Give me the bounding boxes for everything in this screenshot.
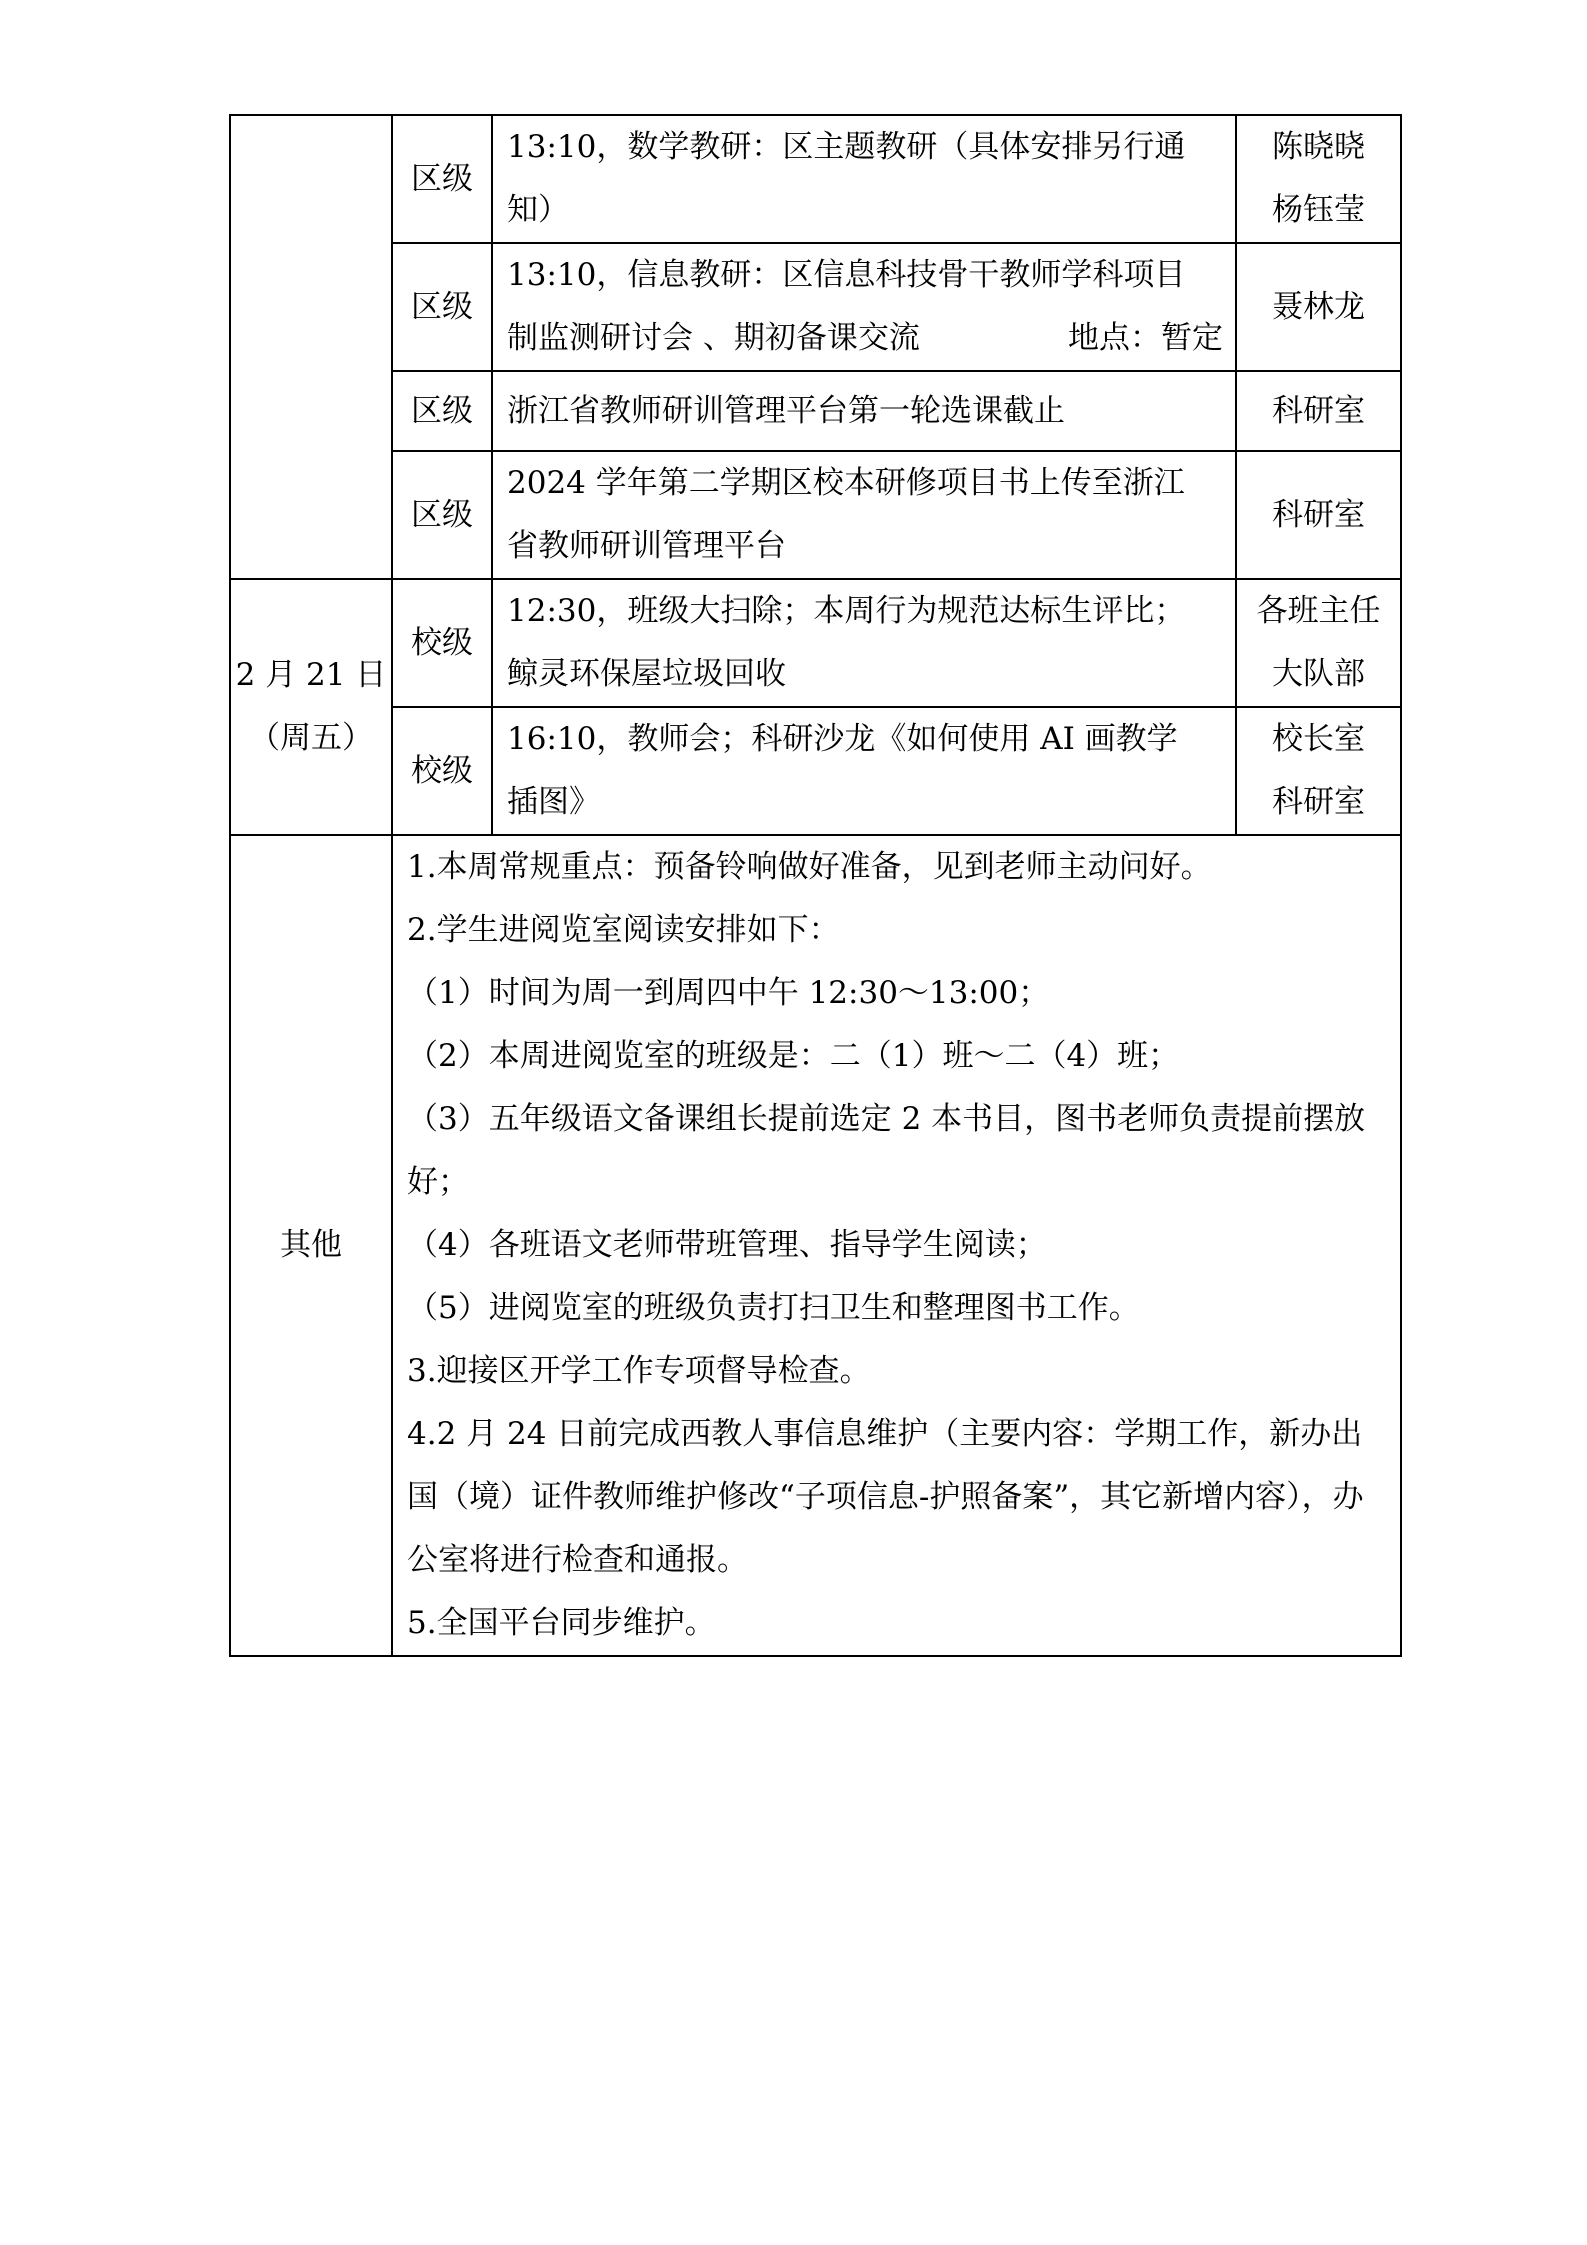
table-row — [230, 243, 1401, 371]
date-cell-previous — [230, 115, 392, 579]
location-text: 地点：暂定 — [1068, 320, 1223, 356]
date-cell — [230, 579, 392, 835]
content-line: 知） — [507, 192, 569, 228]
level-cell: 校级 — [392, 579, 492, 707]
table-row — [230, 579, 1401, 707]
weekday-text: （周五） — [249, 720, 373, 756]
other-line: 1.本周常规重点：预备铃响做好准备，见到老师主动问好。 — [407, 849, 1212, 885]
content-line: 鲸灵环保屋垃圾回收 — [507, 656, 786, 692]
content-cell — [492, 579, 1236, 707]
content-cell — [492, 243, 1236, 371]
other-line: （3）五年级语文备课组长提前选定 2 本书目，图书老师负责提前摆放好； — [407, 1101, 1366, 1200]
content-line: 13:10，信息教研：区信息科技骨干教师学科项目 — [507, 257, 1186, 293]
person-cell — [1236, 115, 1401, 243]
content-line: 16:10，教师会；科研沙龙《如何使用 AI 画教学 — [507, 721, 1178, 757]
person-name: 各班主任 — [1256, 593, 1381, 629]
person-name: 聂林龙 — [1272, 288, 1365, 325]
person-name: 杨钰莹 — [1272, 192, 1365, 228]
other-line: （5）进阅览室的班级负责打扫卫生和整理图书工作。 — [407, 1290, 1140, 1326]
other-line: 3.迎接区开学工作专项督导检查。 — [407, 1353, 871, 1389]
table-row-other — [230, 835, 1401, 1656]
person-cell — [1236, 451, 1401, 579]
level-cell: 区级 — [392, 371, 492, 451]
other-line: 5.全国平台同步维护。 — [407, 1605, 716, 1641]
person-name: 陈晓晓 — [1272, 129, 1365, 165]
table-row — [230, 707, 1401, 835]
person-name: 科研室 — [1272, 496, 1365, 533]
table-row — [230, 371, 1401, 451]
content-line: 省教师研训管理平台 — [507, 528, 786, 564]
content-cell — [492, 707, 1236, 835]
content-line: 2024 学年第二学期区校本研修项目书上传至浙江 — [507, 465, 1185, 501]
content-cell — [492, 371, 1236, 451]
person-cell — [1236, 371, 1401, 451]
level-cell: 校级 — [392, 707, 492, 835]
table-row — [230, 115, 1401, 243]
person-cell — [1236, 579, 1401, 707]
content-text: 制监测研讨会 、期初备课交流 — [507, 320, 920, 356]
date-text: 2 月 21 日 — [235, 657, 387, 693]
person-name: 科研室 — [1272, 392, 1365, 429]
other-line: 2.学生进阅览室阅读安排如下： — [407, 912, 840, 948]
other-line: 4.2 月 24 日前完成西教人事信息维护（主要内容：学期工作，新办出国（境）证件教师维护修改“子项信息-护照备案”，其它新增内容），办公室将进行检查和通报。 — [407, 1416, 1364, 1578]
content-line: 插图》 — [507, 784, 600, 820]
level-cell: 区级 — [392, 451, 492, 579]
other-line: （2）本周进阅览室的班级是：二（1）班～二（4）班； — [407, 1038, 1180, 1074]
table-row — [230, 451, 1401, 579]
content-cell — [492, 115, 1236, 243]
schedule-table — [229, 114, 1402, 1657]
person-name: 科研室 — [1272, 784, 1365, 820]
content-line: 浙江省教师研训管理平台第一轮选课截止 — [507, 392, 1065, 429]
person-cell — [1236, 707, 1401, 835]
person-name: 校长室 — [1272, 721, 1365, 757]
content-line — [507, 307, 1223, 370]
content-line: 13:10，数学教研：区主题教研（具体安排另行通 — [507, 129, 1186, 165]
level-cell: 区级 — [392, 243, 492, 371]
other-line: （1）时间为周一到周四中午 12:30～13:00； — [407, 975, 1050, 1011]
person-name: 大队部 — [1272, 656, 1365, 692]
person-cell — [1236, 243, 1401, 371]
other-line: （4）各班语文老师带班管理、指导学生阅读； — [407, 1227, 1047, 1263]
content-cell — [492, 451, 1236, 579]
other-content-cell — [392, 835, 1401, 1656]
other-label-cell: 其他 — [230, 835, 392, 1656]
level-cell: 区级 — [392, 115, 492, 243]
content-line: 12:30，班级大扫除；本周行为规范达标生评比； — [507, 593, 1186, 629]
